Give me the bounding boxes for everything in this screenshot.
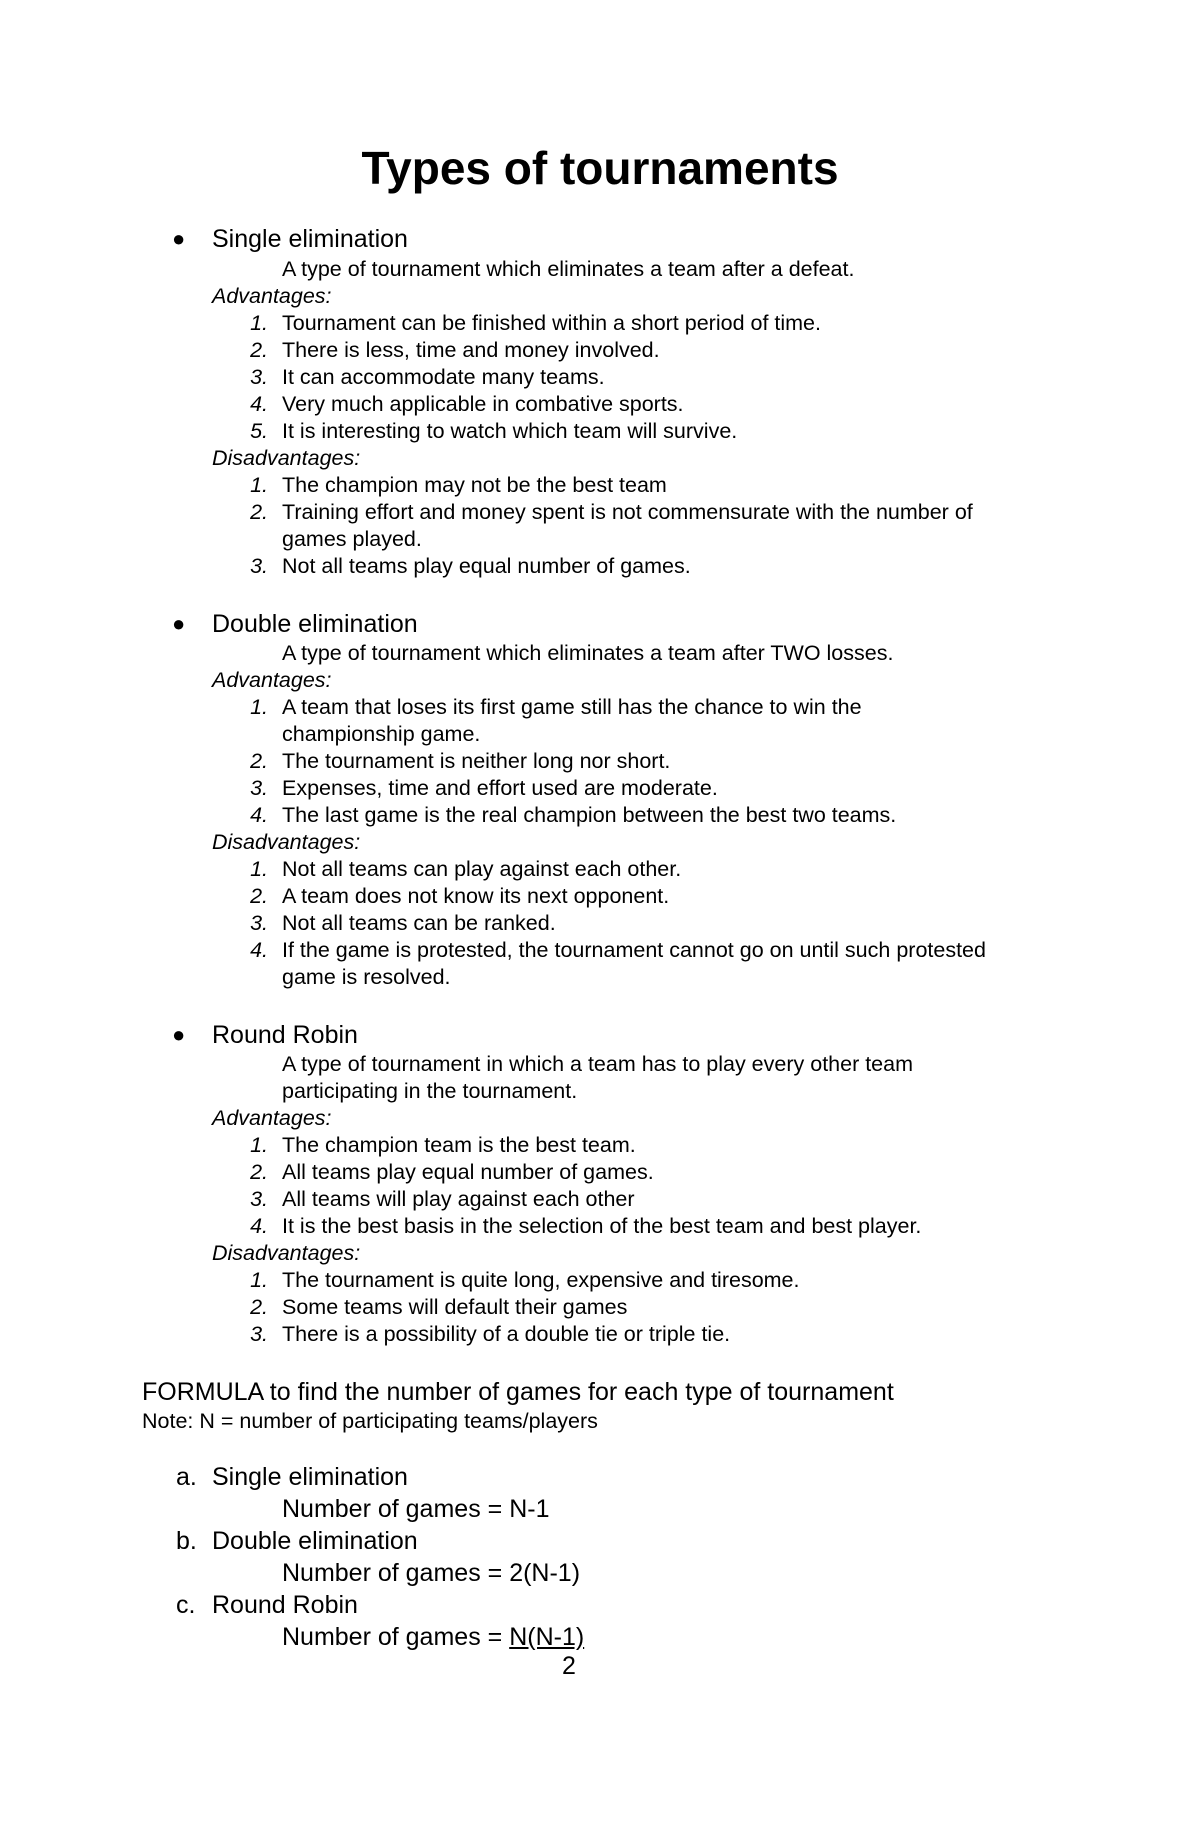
- formula-type-name: Double elimination: [212, 1527, 418, 1555]
- list-number: 4.: [250, 938, 268, 962]
- list-item: It can accommodate many teams.: [282, 365, 605, 389]
- list-number: 3.: [250, 1187, 268, 1211]
- list-number: 5.: [250, 419, 268, 443]
- list-item-continuation: games played.: [282, 527, 422, 551]
- list-item: There is a possibility of a double tie or triple tie.: [282, 1322, 731, 1346]
- list-item: The champion team is the best team.: [282, 1133, 636, 1157]
- list-item: If the game is protested, the tournament cannot go on until such protested: [282, 938, 986, 962]
- list-number: 3.: [250, 365, 268, 389]
- list-number: 1.: [250, 1268, 268, 1292]
- formula-prefix: Number of games =: [282, 1623, 510, 1651]
- section-definition: A type of tournament which eliminates a team after TWO losses.: [282, 641, 894, 665]
- list-number: 3.: [250, 554, 268, 578]
- list-item: The last game is the real champion between the best two teams.: [282, 803, 897, 827]
- bullet-icon: ●: [172, 611, 186, 636]
- formula-numerator: N(N-1): [509, 1623, 585, 1651]
- list-number: 1.: [250, 311, 268, 335]
- formula-expression: [282, 1494, 549, 1524]
- list-number: 2.: [250, 884, 268, 908]
- list-item: Training effort and money spent is not commensurate with the number of: [282, 500, 973, 524]
- list-item: Some teams will default their games: [282, 1295, 628, 1319]
- section-definition-continuation: participating in the tournament.: [282, 1079, 578, 1103]
- formula-expression: [282, 1558, 580, 1588]
- list-item: The champion may not be the best team: [282, 473, 667, 497]
- section-heading-round-robin: Round Robin: [212, 1021, 358, 1049]
- formula-letter: b.: [176, 1527, 197, 1555]
- list-item-continuation: game is resolved.: [282, 965, 451, 989]
- disadvantages-label: Disadvantages:: [212, 830, 361, 854]
- formula-letter: a.: [176, 1463, 197, 1491]
- list-number: 1.: [250, 695, 268, 719]
- formula-prefix: Number of games =: [282, 1495, 510, 1523]
- list-number: 1.: [250, 857, 268, 881]
- formula-type-name: Single elimination: [212, 1463, 408, 1491]
- formula-type-name: Round Robin: [212, 1591, 358, 1619]
- list-item: There is less, time and money involved.: [282, 338, 660, 362]
- list-item: Very much applicable in combative sports.: [282, 392, 684, 416]
- list-item-continuation: championship game.: [282, 722, 481, 746]
- section-heading-single-elimination: Single elimination: [212, 225, 408, 253]
- list-item: All teams will play against each other: [282, 1187, 635, 1211]
- list-number: 3.: [250, 911, 268, 935]
- list-number: 1.: [250, 473, 268, 497]
- formula-prefix: Number of games =: [282, 1559, 510, 1587]
- list-number: 1.: [250, 1133, 268, 1157]
- bullet-icon: ●: [172, 226, 186, 251]
- list-number: 3.: [250, 1322, 268, 1346]
- section-definition: A type of tournament which eliminates a team after a defeat.: [282, 257, 855, 281]
- list-item: The tournament is neither long nor short.: [282, 749, 671, 773]
- formula-letter: c.: [176, 1591, 196, 1619]
- list-number: 2.: [250, 500, 268, 524]
- list-item: Not all teams can be ranked.: [282, 911, 556, 935]
- disadvantages-label: Disadvantages:: [212, 1241, 361, 1265]
- list-item: It is interesting to watch which team will survive.: [282, 419, 738, 443]
- list-item: A team that loses its first game still has the chance to win the: [282, 695, 862, 719]
- list-item: Expenses, time and effort used are moderate.: [282, 776, 718, 800]
- list-item: All teams play equal number of games.: [282, 1160, 654, 1184]
- advantages-label: Advantages:: [212, 1106, 332, 1130]
- formula-expression: [282, 1622, 584, 1652]
- list-number: 2.: [250, 1295, 268, 1319]
- list-number: 2.: [250, 749, 268, 773]
- list-number: 4.: [250, 803, 268, 827]
- bullet-icon: ●: [172, 1022, 186, 1047]
- list-item: A team does not know its next opponent.: [282, 884, 670, 908]
- list-item: Tournament can be finished within a short period of time.: [282, 311, 821, 335]
- advantages-label: Advantages:: [212, 668, 332, 692]
- list-item: Not all teams can play against each other.: [282, 857, 682, 881]
- formula-value: N-1: [509, 1495, 550, 1523]
- formula-heading: FORMULA to find the number of games for each type of tournament: [142, 1378, 894, 1406]
- list-number: 2.: [250, 338, 268, 362]
- list-number: 4.: [250, 392, 268, 416]
- disadvantages-label: Disadvantages:: [212, 446, 361, 470]
- formula-denominator: 2: [562, 1652, 576, 1680]
- advantages-label: Advantages:: [212, 284, 332, 308]
- list-number: 4.: [250, 1214, 268, 1238]
- formula-note: Note: N = number of participating teams/players: [142, 1409, 598, 1433]
- list-number: 2.: [250, 1160, 268, 1184]
- list-item: It is the best basis in the selection of the best team and best player.: [282, 1214, 922, 1238]
- list-item: The tournament is quite long, expensive and tiresome.: [282, 1268, 800, 1292]
- list-item: Not all teams play equal number of games.: [282, 554, 691, 578]
- page-title: Types of tournaments: [361, 142, 839, 194]
- section-heading-double-elimination: Double elimination: [212, 610, 418, 638]
- list-number: 3.: [250, 776, 268, 800]
- formula-value: 2(N-1): [509, 1559, 581, 1587]
- section-definition: A type of tournament in which a team has to play every other team: [282, 1052, 914, 1076]
